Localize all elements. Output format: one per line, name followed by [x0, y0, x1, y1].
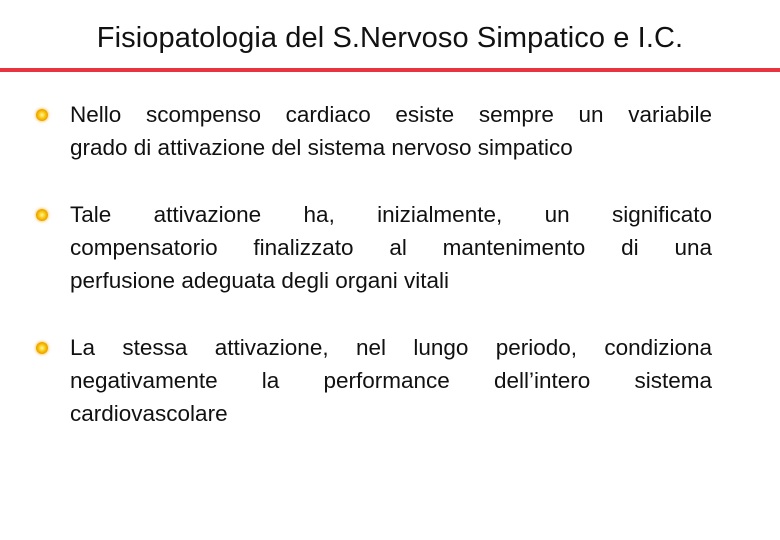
- title-divider: [0, 68, 780, 72]
- bullet-text: [70, 198, 712, 297]
- bullet-line: perfusione adeguata degli organi vitali: [70, 268, 450, 293]
- bullet-line: Tale attivazione ha, inizialmente, un significato: [70, 202, 712, 227]
- bullet-line: cardiovascolare: [70, 401, 228, 426]
- bullet-item-3: [32, 331, 712, 430]
- bullet-line: grado di attivazione del sistema nervoso simpatico: [70, 135, 573, 160]
- bullet-text: [70, 98, 712, 164]
- bullet-line: negativamente la performance dell’intero sistema: [70, 368, 712, 393]
- bullet-dot-icon: [36, 342, 48, 354]
- bullet-item-2: [32, 198, 712, 297]
- bullet-line: compensatorio finalizzato al mantenimento di una: [70, 235, 712, 260]
- slide-title: Fisiopatologia del S.Nervoso Simpatico e I.C.: [96, 22, 684, 54]
- bullet-dot-icon: [36, 209, 48, 221]
- bullet-item-1: [32, 98, 712, 164]
- bullet-list: [32, 98, 712, 430]
- bullet-text: [70, 331, 712, 430]
- bullet-line: Nello scompenso cardiaco esiste sempre un variabile: [70, 102, 712, 127]
- bullet-dot-icon: [36, 109, 48, 121]
- bullet-line: La stessa attivazione, nel lungo periodo, condiziona: [70, 335, 712, 360]
